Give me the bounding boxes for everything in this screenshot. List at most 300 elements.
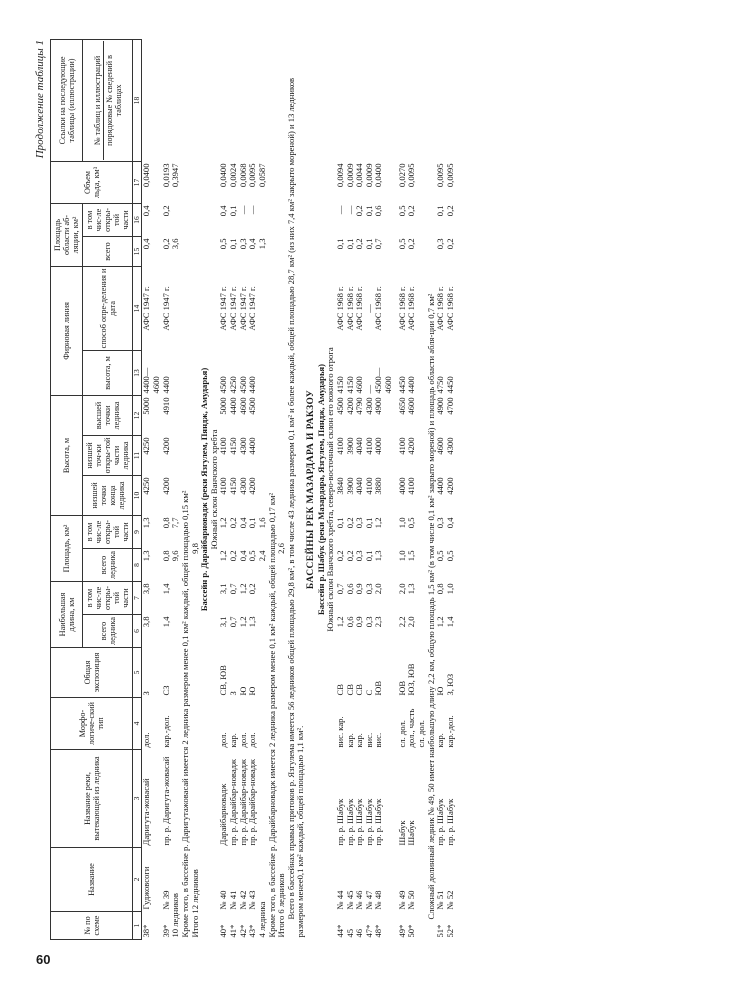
cell-h-top: 4910 — [160, 397, 171, 415]
cell-name: № 47 — [363, 890, 374, 910]
cell-h-top: 4900 — [373, 397, 384, 415]
cell-abl-total: 0,1 — [363, 238, 374, 250]
col-number: 5 — [133, 648, 142, 698]
cell-river: пр. р. Шабук — [334, 798, 345, 846]
cell-len-total: 1,2 — [334, 616, 345, 628]
total-label: Итого 6 ледников — [276, 873, 287, 938]
cell-len-total: 3,1 — [218, 616, 229, 628]
cell-area-open: 0,1 — [334, 517, 345, 529]
cell-h-end: 4400 — [435, 477, 446, 495]
cell-name: № 40 — [218, 890, 229, 910]
cell-h-open: 4100 — [218, 437, 229, 455]
cell-n: 40* — [218, 924, 229, 938]
cell-refs — [407, 39, 426, 161]
cell-area-total: 0,1 — [363, 550, 374, 562]
cell-area-open: 1,2 — [373, 517, 384, 529]
cell-len-open: 3,8 — [141, 583, 152, 595]
basin-heading: Бассейн р. Шабук (реки Мазардара, Язгулем, Пяндж, Амударья) — [315, 363, 326, 615]
cell-area-total: 0,4 — [237, 550, 248, 562]
col-number: 14 — [133, 266, 142, 350]
summary-volume: 0,0587 — [256, 163, 267, 188]
cell-h-open: 4400 — [247, 437, 258, 455]
cell-abl-open: 0,4 — [218, 205, 229, 217]
cell-area-total: 0,5 — [435, 550, 446, 562]
cell-river: пр. р. Шабук — [435, 798, 446, 846]
cell-h-top: 4500 — [334, 397, 345, 415]
cell-len-total: 1,2 — [237, 616, 248, 628]
cell-firn-h: 4750 — [435, 376, 446, 394]
col-number: 16 — [133, 203, 142, 236]
cell-len-open: 0,7 — [228, 583, 238, 595]
cell-name: № 46 — [354, 890, 365, 910]
total-label: Итого 12 ледников — [189, 869, 200, 938]
cell-exp: З — [228, 691, 238, 696]
cell-h-open: 4000 — [373, 437, 384, 455]
cell-len-open: 0,3 — [363, 583, 374, 595]
cell-len-total: 2,2 — [396, 616, 407, 628]
cell-len-open: 1,0 — [444, 583, 455, 595]
cell-firn-h: 4150 — [334, 376, 345, 394]
header-height-group: Высота, м — [51, 395, 83, 515]
cell-river: пр. р. Дарайбар-новадж — [237, 759, 248, 846]
cell-exp: З, ЮЗ — [444, 673, 455, 696]
cell-h-open: 4100 — [363, 437, 374, 455]
cell-type: кар. — [354, 733, 365, 748]
basin-heading: Бассейн р. Дарайбарновадж (реки Язгулем, Пяндж, Амударья) — [199, 367, 210, 612]
cell-firn-h: 4500 — [237, 376, 248, 394]
cell-h-open: 3900 — [344, 437, 355, 455]
cell-n: 43* — [247, 924, 258, 938]
cell-len-open: 0,9 — [354, 583, 365, 595]
cell-abl-open: 0,2 — [354, 205, 365, 217]
page-number: 60 — [36, 952, 51, 967]
cell-h-open: 4250 — [141, 437, 152, 455]
cell-len-total: 1,4 — [160, 616, 171, 628]
cell-h-top: 4650 — [396, 397, 407, 415]
cell-vol: 0,0009 — [363, 163, 374, 188]
header-col-2: Название — [51, 848, 133, 912]
cell-len-total: 0,7 — [228, 616, 238, 628]
note-text: Сложный долинный ледник № 49, 50 имеет наибольшую длину 2,2 км, общую площадь 1,5 км² (в том числе 0,1 км² закрыто мореной) и площадь области абля-ции 0,7 км² — [425, 293, 436, 920]
cell-vol: 0,0193 — [160, 163, 171, 188]
header-col-17: Объем льда, км³ — [51, 161, 133, 203]
cell-firn-h: 4150 — [344, 376, 355, 394]
cell-area-open: 0,3 — [354, 517, 365, 529]
cell-area-open: 1,3 — [141, 517, 152, 529]
cell-refs — [239, 39, 249, 161]
cell-vol: 0,0095 — [247, 163, 258, 188]
col-number: 18 — [133, 39, 142, 161]
cell-h-top: 5000 — [218, 397, 229, 415]
cell-n: 39* — [160, 924, 171, 938]
cell-area-total: 1,0 — [396, 550, 407, 562]
cell-vol: 0,0094 — [334, 163, 345, 188]
col-number: 2 — [133, 848, 142, 912]
cell-firn-m: АФС 1968 г. — [406, 286, 417, 331]
cell-n: 49* — [396, 924, 407, 938]
cell-h-end: 3880 — [373, 477, 384, 495]
cell-refs — [219, 39, 229, 161]
cell-n: 47* — [363, 924, 374, 938]
cell-abl-total: 0,7 — [373, 238, 384, 250]
cell-type: дол. — [237, 732, 248, 748]
cell-refs — [336, 39, 346, 161]
group-bot-2 — [398, 39, 427, 939]
cell-refs — [374, 39, 393, 161]
cell-area-open: 0,1 — [363, 517, 374, 529]
cell-len-total: 0,6 — [344, 616, 355, 628]
cell-area-total: 0,3 — [354, 550, 365, 562]
cell-len-open: 1,3 — [406, 583, 417, 595]
cell-h-end: 4200 — [160, 477, 171, 495]
cell-exp: Ю — [435, 686, 446, 696]
cell-abl-total: 0,2 — [406, 238, 417, 250]
cell-exp: СЗ — [160, 685, 171, 696]
cell-n: 46 — [354, 928, 365, 938]
cell-firn-m: АФС 1968 г. — [444, 286, 455, 331]
cell-area-total: 0,8 — [160, 550, 171, 562]
cell-firn-m: АФС 1947 г. — [141, 286, 152, 331]
cell-vol: 0,0068 — [237, 163, 248, 188]
cell-firn-h: 4400—4600 — [141, 367, 161, 394]
group-top — [142, 39, 171, 939]
cell-abl-open: 0,1 — [363, 205, 374, 217]
cell-h-end: 4100 — [218, 477, 229, 495]
cell-h-open: 4200 — [406, 437, 417, 455]
total-area: 2,6 — [276, 543, 287, 554]
header-col-8: всего ледника — [83, 549, 133, 582]
cell-refs — [162, 39, 172, 161]
cell-abl-total: 0,2 — [444, 238, 455, 250]
col-number: 8 — [133, 549, 142, 582]
cell-abl-open: 0,2 — [406, 205, 417, 217]
cell-len-open: 0,2 — [247, 583, 258, 595]
header-col-14: способ опре-деления и дата — [83, 266, 133, 350]
cell-firn-m: АФС 1947 г. — [247, 286, 258, 331]
col-number: 11 — [133, 435, 142, 475]
col-number: 3 — [133, 750, 142, 848]
cell-area-total: 1,3 — [373, 550, 384, 562]
cell-name: № 39 — [160, 890, 171, 910]
cell-len-open: 2,0 — [373, 583, 384, 595]
cell-n: 48* — [373, 924, 384, 938]
cell-name: № 42 — [237, 890, 248, 910]
table-header — [51, 39, 142, 939]
cell-type: дол. — [141, 732, 152, 748]
continuation-label: Продолжение таблицы 1 — [34, 40, 46, 159]
col-number: 10 — [133, 475, 142, 515]
total-area: 9,8 — [189, 543, 200, 554]
summary-area-open: 7,7 — [170, 517, 181, 529]
cell-type: кар.-дол. — [444, 715, 455, 748]
cell-abl-open: 0,6 — [373, 205, 384, 217]
cell-h-end: 3840 — [334, 477, 345, 495]
cell-firn-m: АФС 1968 г. — [334, 286, 345, 331]
header-col-4: Морфо-логиче-ский тип — [51, 698, 133, 750]
cell-refs — [248, 39, 258, 161]
cell-h-open: 4300 — [444, 437, 455, 455]
cell-n: 51* — [435, 924, 446, 938]
cell-firn-m: АФС 1947 г. — [218, 286, 229, 331]
cell-abl-total: 0,1 — [344, 238, 355, 250]
cell-name: № 49 — [396, 890, 407, 910]
cell-abl-open: — — [334, 205, 345, 215]
cell-river: Дарайбарновадж — [218, 783, 229, 846]
cell-exp: Ю — [237, 686, 248, 696]
cell-h-top: 4400 — [228, 397, 238, 415]
header-length-group: Наибольшая длина, км — [51, 582, 83, 648]
col-number: 1 — [133, 912, 142, 940]
cell-h-end: 4100 — [406, 477, 417, 495]
cell-h-end: 4040 — [354, 477, 365, 495]
cell-n: 45 — [344, 928, 355, 938]
cell-type: вис. — [373, 732, 384, 748]
cell-abl-open: — — [237, 205, 248, 215]
col-number: 13 — [133, 350, 142, 395]
table-row — [446, 39, 456, 939]
cell-h-end: 3900 — [344, 477, 355, 495]
cell-vol: 0,0400 — [141, 163, 152, 188]
cell-h-top: 4500 — [247, 397, 258, 415]
cell-n: 52* — [444, 924, 455, 938]
group-bot-1 — [336, 39, 394, 939]
cell-h-top: 4900 — [435, 397, 446, 415]
note-text: Кроме того, в бассейне р. Даригутажовасай имеется 2 ледника размером менее 0,1 км² каждый, общей площадью 0,15 км² — [179, 490, 190, 938]
cell-h-top: 4200 — [344, 397, 355, 415]
cell-vol: 0,0024 — [228, 163, 238, 188]
cell-river: пр. р. Шабук — [354, 798, 365, 846]
cell-len-total: 2,3 — [373, 616, 384, 628]
cell-refs — [365, 39, 375, 161]
cell-area-total: 1,5 — [406, 550, 417, 562]
cell-len-open: 1,2 — [237, 583, 248, 595]
cell-exp: СВ, ЮВ — [218, 665, 229, 696]
cell-exp: З — [141, 691, 152, 696]
header-col-6: всего ледника — [83, 615, 133, 648]
cell-river: Шабук — [406, 820, 417, 846]
cell-type: кар. — [228, 733, 238, 748]
cell-river: Шабук — [396, 820, 407, 846]
cell-area-open: 0,2 — [344, 517, 355, 529]
table-row — [142, 39, 162, 939]
summary-area-open: 1,6 — [256, 517, 267, 529]
cell-abl-open: 0,1 — [228, 205, 238, 217]
cell-len-open: 0,8 — [435, 583, 446, 595]
header-ablation-group: Площадь области аб-ляции, км² — [51, 203, 83, 266]
cell-h-top: 4700 — [444, 397, 455, 415]
cell-vol: 0,0400 — [373, 163, 384, 188]
summary-block-2 — [258, 39, 336, 939]
cell-type: кар. — [435, 733, 446, 748]
col-number: 17 — [133, 161, 142, 203]
cell-name: Гуджовсоги — [141, 866, 152, 910]
cell-abl-total: 0,5 — [218, 238, 229, 250]
cell-area-total: 0,5 — [247, 550, 258, 562]
cell-area-total: 1,2 — [218, 550, 229, 562]
cell-river: пр. р. Дарайбар-новадж — [228, 759, 238, 846]
cell-exp: ЮВ — [373, 680, 384, 696]
table-row — [407, 39, 426, 939]
cell-river: пр. р. Шабук — [344, 798, 355, 846]
cell-name: № 45 — [344, 890, 355, 910]
cell-area-total: 1,3 — [141, 550, 152, 562]
cell-type: дол., часть сл. дол. — [406, 708, 426, 748]
cell-abl-open: 0,4 — [141, 205, 152, 217]
cell-abl-total: 0,4 — [141, 238, 152, 250]
cell-name: № 41 — [228, 890, 238, 910]
slope-heading: Южный склон Ванчского хребта, северо-восточный склон его южного отрога — [325, 347, 336, 632]
cell-h-top: 4790 — [354, 397, 365, 415]
header-col-18a: № таблиц и иллюстраций — [92, 41, 104, 160]
col-number: 9 — [133, 515, 142, 548]
cell-firn-m: АФС 1947 г. — [228, 286, 238, 331]
cell-firn-h: 4450 — [444, 376, 455, 394]
header-col-11: низшей точ-ки откры-той части ледника — [83, 435, 133, 475]
header-col-13: высота, м — [83, 350, 133, 395]
cell-len-open: 1,4 — [160, 583, 171, 595]
cell-h-end: 4150 — [228, 477, 238, 495]
cell-vol: 0,0400 — [218, 163, 229, 188]
cell-exp: СВ — [334, 684, 345, 696]
cell-h-end: 4000 — [396, 477, 407, 495]
cell-firn-h: 4500—4600 — [373, 367, 393, 394]
cell-exp: ЮЗ, ЮВ — [406, 663, 417, 696]
header-refs-group: Ссылки на последующие таблицы (иллюстрации) — [51, 39, 83, 161]
cell-h-end: 4250 — [141, 477, 152, 495]
cell-refs — [355, 39, 365, 161]
cell-h-end: 4100 — [363, 477, 374, 495]
cell-area-open: 1,0 — [396, 517, 407, 529]
cell-firn-m: АФС 1947 г. — [160, 286, 171, 331]
slope-heading: Южный склон Ванчского хребта — [208, 429, 219, 550]
cell-len-total: 1,4 — [444, 616, 455, 628]
cell-refs — [346, 39, 356, 161]
cell-name: № 44 — [334, 890, 345, 910]
cell-river: пр. р. Шабук — [363, 798, 374, 846]
cell-len-total: 0,9 — [354, 616, 365, 628]
cell-abl-total: 0,3 — [435, 238, 446, 250]
cell-firn-h: — — [363, 384, 374, 394]
cell-river: Даригута-жовасай — [141, 778, 152, 846]
cell-river: пр. р. Даригута-жовасай — [160, 756, 171, 846]
cell-len-total: 2,0 — [406, 616, 417, 628]
cell-abl-open: 0,2 — [160, 205, 171, 217]
cell-h-end: 4200 — [444, 477, 455, 495]
cell-len-open: 0,7 — [334, 583, 345, 595]
cell-len-total: 1,2 — [435, 616, 446, 628]
cell-n: 38* — [141, 924, 152, 938]
summary-area-total: 9,6 — [170, 550, 181, 562]
note-text: Всего в бассейнах правых притоков р. Язгулема имеется 56 ледников общей площадью 29,8 км², в том числе 43 ледника размером 0,1 км² и более каждый, общей площадью 28,7 км² (из них 7,4 км² закрыто мореной) и 13 ледников размером менее0,1 км² каждый, общей площадью 1,1 км². — [285, 77, 306, 938]
cell-name: № 50 — [406, 890, 417, 910]
cell-type: вис. — [363, 732, 374, 748]
page-content — [34, 40, 724, 940]
cell-firn-h: 4450 — [396, 376, 407, 394]
cell-area-total: 0,2 — [228, 550, 238, 562]
header-col-5: Общая экспозиция — [51, 648, 133, 698]
summary-ablation-total: 1,3 — [256, 238, 267, 250]
cell-n: 42* — [237, 924, 248, 938]
col-number: 12 — [133, 395, 142, 435]
cell-name: № 48 — [373, 890, 384, 910]
summary-label: 4 ледника — [256, 901, 267, 938]
cell-area-open: 0,5 — [406, 517, 417, 529]
cell-firn-m: АФС 1968 г. — [373, 286, 384, 331]
cell-abl-total: 0,4 — [247, 238, 258, 250]
cell-vol: 0,0095 — [444, 163, 455, 188]
col-number: 7 — [133, 582, 142, 615]
cell-h-open: 4100 — [334, 437, 345, 455]
cell-len-open: 3,1 — [218, 583, 229, 595]
cell-refs — [436, 39, 446, 161]
cell-area-open: 0,8 — [160, 517, 171, 529]
col-number: 15 — [133, 236, 142, 266]
header-col-12: высшей точки ледника — [83, 395, 133, 435]
cell-len-open: 2,0 — [396, 583, 407, 595]
cell-len-open: 0,6 — [344, 583, 355, 595]
cell-area-open: 0,2 — [228, 517, 238, 529]
cell-vol: 0,0095 — [406, 163, 417, 188]
cell-n: 50* — [406, 924, 417, 938]
cell-n: 44* — [334, 924, 345, 938]
cell-vol: 0,0095 — [435, 163, 446, 188]
cell-vol: 0,0044 — [354, 163, 365, 188]
cell-firn-m: АФС 1947 г. — [237, 286, 248, 331]
cell-abl-total: 0,3 — [237, 238, 248, 250]
header-col-18 — [83, 39, 133, 161]
cell-h-end: 4300 — [237, 477, 248, 495]
cell-refs — [142, 39, 162, 161]
cell-h-open: 4100 — [396, 437, 407, 455]
cell-vol: 0,0009 — [344, 163, 355, 188]
cell-type: дол. — [247, 732, 258, 748]
cell-h-end: 4200 — [247, 477, 258, 495]
header-col-3: Название реки, вытекающей из ледника — [51, 750, 133, 848]
group-bot-3 — [436, 39, 455, 939]
header-area-group: Площадь, км² — [51, 515, 83, 581]
cell-area-open: 1,2 — [218, 517, 229, 529]
table-row — [374, 39, 393, 939]
cell-name: № 52 — [444, 890, 455, 910]
cell-len-total: 3,8 — [141, 616, 152, 628]
cell-firn-m: АФС 1968 г. — [344, 286, 355, 331]
cell-abl-total: 0,2 — [354, 238, 365, 250]
cell-river: пр. р. Дарайбар-новадж — [247, 759, 258, 846]
header-col-9: в том чис-ле откры-той части — [83, 515, 133, 548]
cell-h-open: 4150 — [228, 437, 238, 455]
cell-abl-total: 0,5 — [396, 238, 407, 250]
cell-abl-open: — — [344, 205, 355, 215]
cell-h-open: 4300 — [237, 437, 248, 455]
section-title: БАССЕЙНЫ РЕК МАЗАРДАРА И РАКЗОУ — [306, 389, 316, 590]
header-col-1: № по схеме — [51, 912, 133, 940]
cell-firn-m: АФС 1968 г. — [396, 286, 407, 331]
cell-firn-h: 4400 — [406, 376, 417, 394]
header-col-16: в том чис-ле откры-той части — [83, 203, 133, 236]
cell-firn-h: 4400 — [247, 376, 258, 394]
glacier-table — [50, 39, 455, 940]
note-text: Кроме того, в бассейне р. Дарайбарновадж имеется 2 ледника размером менее 0,1 км² каждый, общей площадью 0,17 км² — [266, 492, 277, 938]
summary-volume: 0,3947 — [170, 163, 181, 188]
cell-firn-m: АФС 1968 г. — [354, 286, 365, 331]
cell-area-open: 0,4 — [237, 517, 248, 529]
cell-type: вис. кар. — [334, 716, 345, 748]
cell-refs — [398, 39, 408, 161]
cell-abl-total: 0,1 — [334, 238, 345, 250]
cell-len-total: 1,3 — [247, 616, 258, 628]
cell-firn-h: 4250 — [228, 376, 238, 394]
cell-type: кар. — [344, 733, 355, 748]
